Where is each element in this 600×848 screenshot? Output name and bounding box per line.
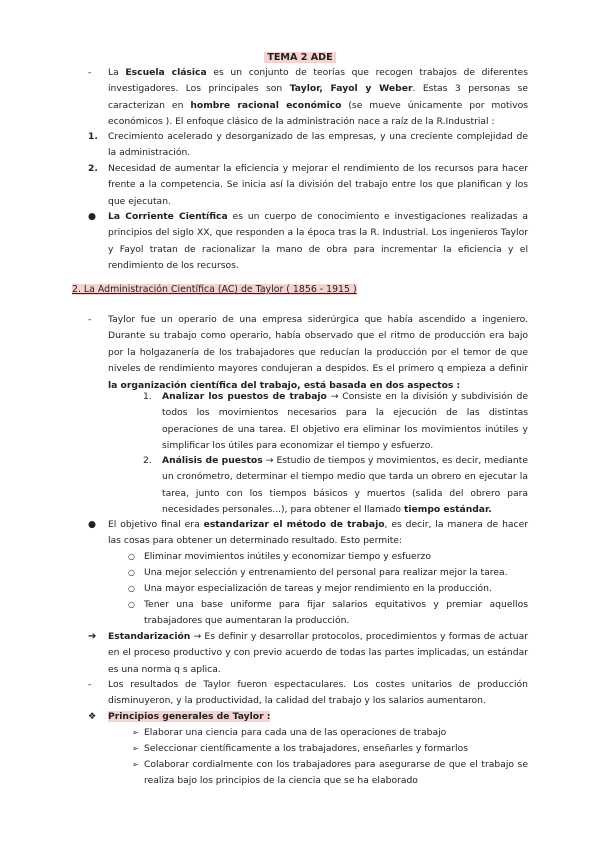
bullet-marker: ● bbox=[88, 211, 97, 222]
corriente-paragraph: La Corriente Científica es un cuerpo de conocimiento e investigaciones realizadas a principios del siglo XX, que responden a la época tras la R. Industrial. Los ingenieros Taylor y Fayol tratan de racionalizar la mano de obra para incrementar la eficiencia y el rendimiento de los recursos. bbox=[108, 211, 528, 272]
circle-marker: ○ bbox=[128, 568, 135, 577]
bullet-marker: ● bbox=[88, 519, 97, 530]
list-item: Una mayor especialización de tareas y mejor rendimiento en la producción. bbox=[144, 583, 492, 594]
number-marker: 2. bbox=[143, 455, 152, 466]
number-marker: 2. bbox=[88, 163, 98, 174]
number-marker: 1. bbox=[88, 131, 98, 142]
diamond-marker: ❖ bbox=[88, 711, 97, 722]
list-item: Tener una base uniforme para fijar salarios equitativos y premiar aquellos trabajadores que aumentaran la producción. bbox=[144, 599, 528, 627]
section-heading: 2. La Administración Científica (AC) de Taylor ( 1856 - 1915 ) bbox=[72, 284, 357, 295]
estandarizacion-paragraph: Estandarización → Es definir y desarrollar protocolos, procedimientos y formas de actuar en el proceso productivo y con previo acuerdo de todas las partes implicadas, un estándar es una norma q s aplica. bbox=[108, 631, 528, 675]
aspect-item: Análisis de puestos → Estudio de tiempos y movimientos, es decir, mediante un cronómetro, determinar el tiempo medio que tarda un obrero en ejecutar la tarea, junto con los tiempos básicos y muertos (salida del obrero para necesidades personales...), para obtener el llamado tiempo estándar. bbox=[162, 455, 529, 516]
arrowhead-marker: ➢ bbox=[132, 728, 139, 737]
circle-marker: ○ bbox=[128, 600, 135, 609]
number-marker: 1. bbox=[143, 391, 152, 402]
list-item: Colaborar cordialmente con los trabajadores para asegurarse de que el trabajo se realiza bajo los principios de la ciencia que se ha elaborado bbox=[144, 759, 528, 787]
arrowhead-marker: ➢ bbox=[132, 760, 139, 769]
intro-paragraph: La Escuela clásica es un conjunto de teorías que recogen trabajos de diferentes investigadores. Los principales son Taylor, Fayol y Weber. Estas 3 personas se caracterizan en hombre racional económico (se mueve únicamente por motivos económicos ). El enfoque clásico de la administración nace a raíz de la R.Industrial : bbox=[108, 67, 529, 128]
arrow-marker: ➔ bbox=[88, 631, 97, 642]
list-item: Elaborar una ciencia para cada una de las operaciones de trabajo bbox=[144, 727, 447, 738]
list-item: Necesidad de aumentar la eficiencia y mejorar el rendimiento de los recursos para hacer frente a la competencia. Se inicia así la división del trabajo entre los que planifican y los que ejecutan. bbox=[108, 163, 528, 207]
aspect-item: Analizar los puestos de trabajo → Consiste en la división y subdivisión de todos los movimientos necesarios para la ejecución de las distintas operaciones de una tarea. El objetivo era eliminar los movimientos inútiles y simplificar los útiles para economizar el tiempo y esfuerzo. bbox=[162, 391, 528, 452]
arrowhead-marker: ➢ bbox=[132, 744, 139, 753]
taylor-paragraph: Taylor fue un operario de una empresa siderúrgica que había ascendido a ingeniero. Durante su trabajo como operario, había observado que el ritmo de producción era bajo por la holgazanería de los trabajadores que reducían la producción por el temor de que niveles de rendimiento mayores condujeran a despidos. Es el primero q empieza a definir la organización científica del trabajo, está basada en dos aspectos : bbox=[108, 314, 528, 391]
dash-marker: - bbox=[88, 314, 92, 325]
circle-marker: ○ bbox=[128, 584, 135, 593]
principios-heading: Principios generales de Taylor : bbox=[108, 711, 271, 722]
circle-marker: ○ bbox=[128, 552, 135, 561]
page-title: TEMA 2 ADE bbox=[0, 50, 600, 66]
list-item: Una mejor selección y entrenamiento del personal para realizar mejor la tarea. bbox=[144, 567, 508, 578]
resultados-paragraph: Los resultados de Taylor fueron espectaculares. Los costes unitarios de producción disminuyeron, y la productividad, la calidad del trabajo y los salarios aumentaron. bbox=[108, 679, 528, 707]
list-item: Crecimiento acelerado y desorganizado de las empresas, y una creciente complejidad de la administración. bbox=[108, 131, 528, 159]
list-item: Eliminar movimientos inútiles y economizar tiempo y esfuerzo bbox=[144, 551, 431, 562]
dash-marker: - bbox=[88, 67, 92, 78]
objetivo-paragraph: El objetivo final era estandarizar el método de trabajo, es decir, la manera de hacer las cosas para obtener un determinado resultado. Esto permite: bbox=[108, 519, 529, 547]
list-item: Seleccionar científicamente a los trabajadores, enseñarles y formarlos bbox=[144, 743, 469, 754]
dash-marker: - bbox=[88, 679, 92, 690]
